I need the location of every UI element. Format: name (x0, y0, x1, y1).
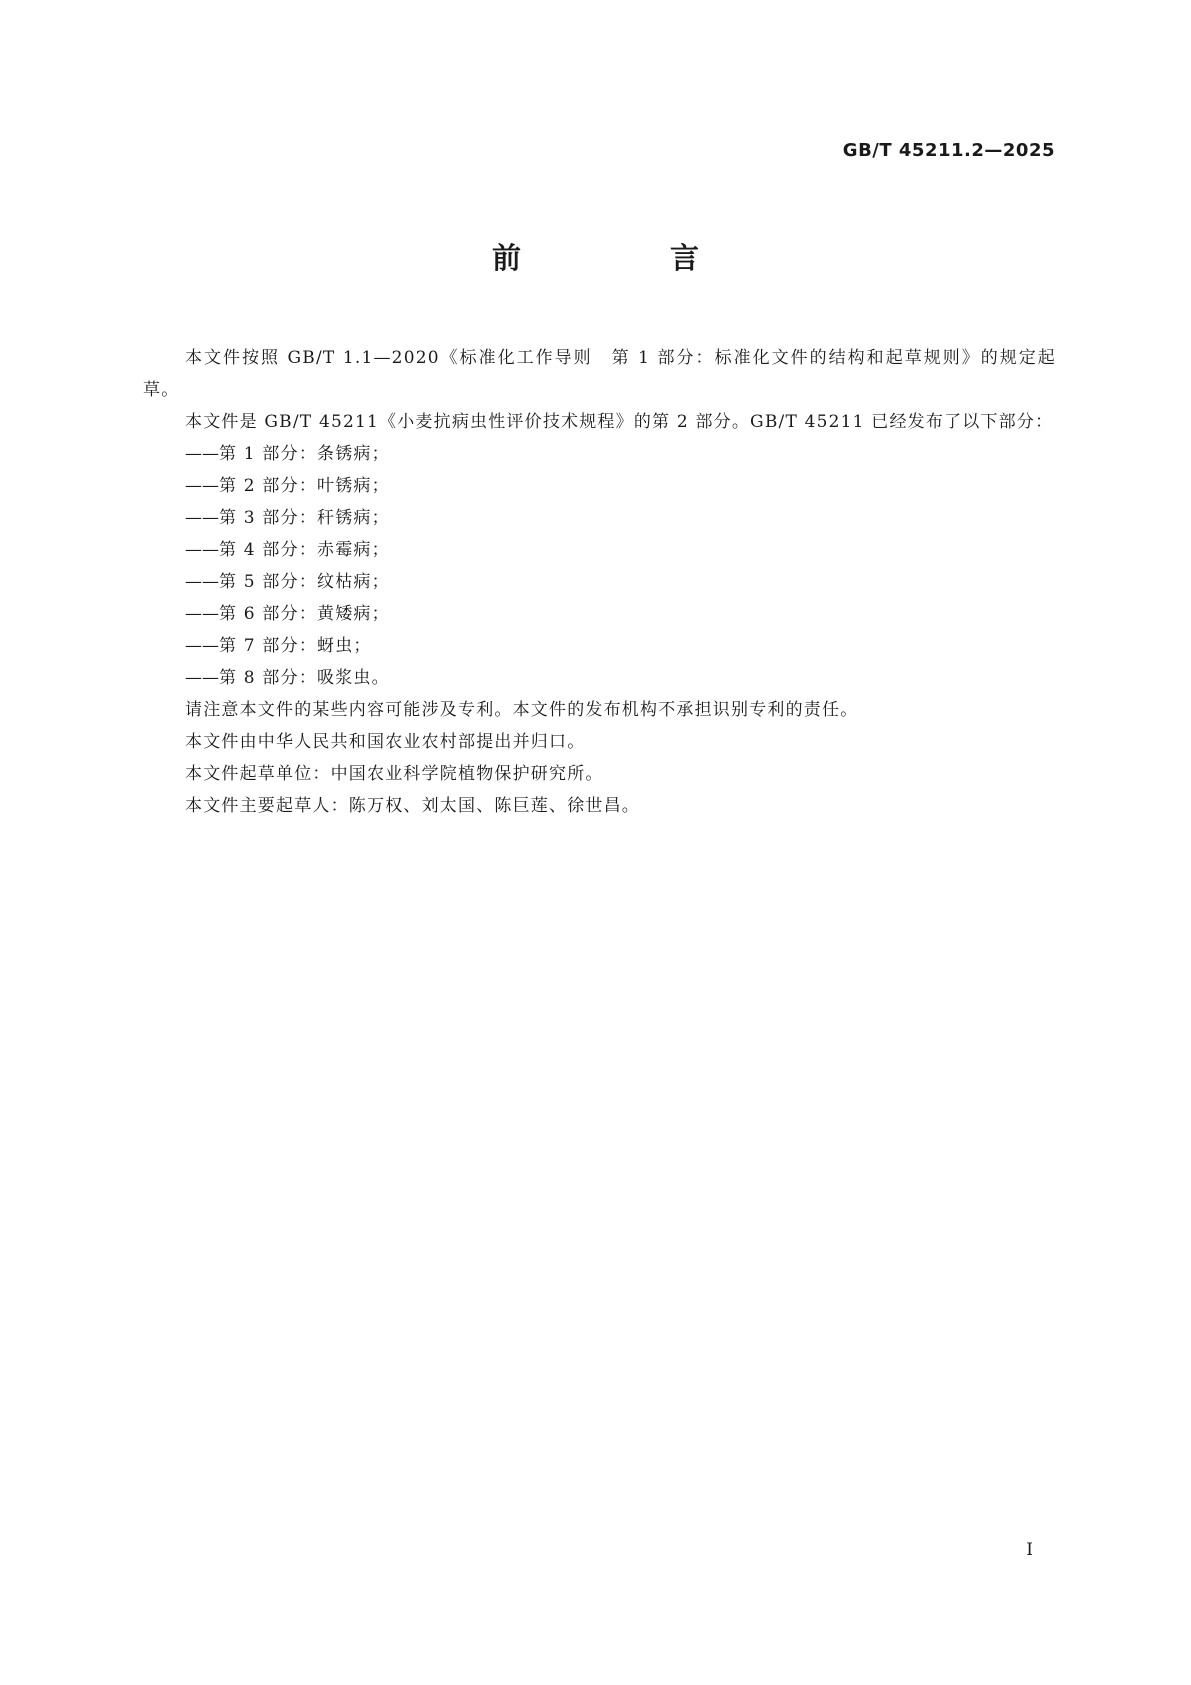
list-item-text: 第 6 部分：黄矮病； (219, 604, 390, 624)
list-item-text: 第 2 部分：叶锈病； (219, 476, 390, 496)
drafting-unit-paragraph: 本文件起草单位：中国农业科学院植物保护研究所。 (185, 764, 604, 784)
list-dash: —— (185, 668, 219, 688)
list-item (143, 470, 1056, 502)
list-item-text: 第 7 部分：蚜虫； (219, 636, 372, 656)
list-item (143, 438, 1056, 470)
list-item (143, 566, 1056, 598)
page-number: I (1026, 1540, 1033, 1560)
list-item (143, 630, 1056, 662)
list-item (143, 598, 1056, 630)
list-item-text: 第 8 部分：吸浆虫。 (219, 668, 390, 688)
list-item (143, 534, 1056, 566)
list-dash: —— (185, 572, 219, 592)
list-item (143, 662, 1056, 694)
drafters-paragraph: 本文件主要起草人：陈万权、刘太国、陈巨莲、徐世昌。 (185, 796, 640, 816)
foreword-body (143, 342, 1056, 822)
proposer-paragraph: 本文件由中华人民共和国农业农村部提出并归口。 (185, 732, 586, 752)
list-item-text: 第 5 部分：纹枯病； (219, 572, 390, 592)
list-dash: —— (185, 508, 219, 528)
list-item-text: 第 1 部分：条锈病； (219, 444, 390, 464)
list-dash: —— (185, 540, 219, 560)
document-code: GB/T 45211.2—2025 (842, 140, 1055, 161)
patent-notice-paragraph: 请注意本文件的某些内容可能涉及专利。本文件的发布机构不承担识别专利的责任。 (185, 700, 859, 720)
parts-list (143, 438, 1056, 694)
list-item-text: 第 4 部分：赤霉病； (219, 540, 390, 560)
drafting-basis-paragraph: 本文件按照 GB/T 1.1—2020《标准化工作导则 第 1 部分：标准化文件的结构和起草规则》的规定起草。 (143, 348, 1056, 400)
series-intro-paragraph: 本文件是 GB/T 45211《小麦抗病虫性评价技术规程》的第 2 部分。GB/T 45211 已经发布了以下部分： (185, 412, 1054, 432)
list-dash: —— (185, 636, 219, 656)
list-dash: —— (185, 476, 219, 496)
page-title: 前 言 (491, 241, 759, 275)
list-item (143, 502, 1056, 534)
list-item-text: 第 3 部分：秆锈病； (219, 508, 390, 528)
list-dash: —— (185, 444, 219, 464)
list-dash: —— (185, 604, 219, 624)
